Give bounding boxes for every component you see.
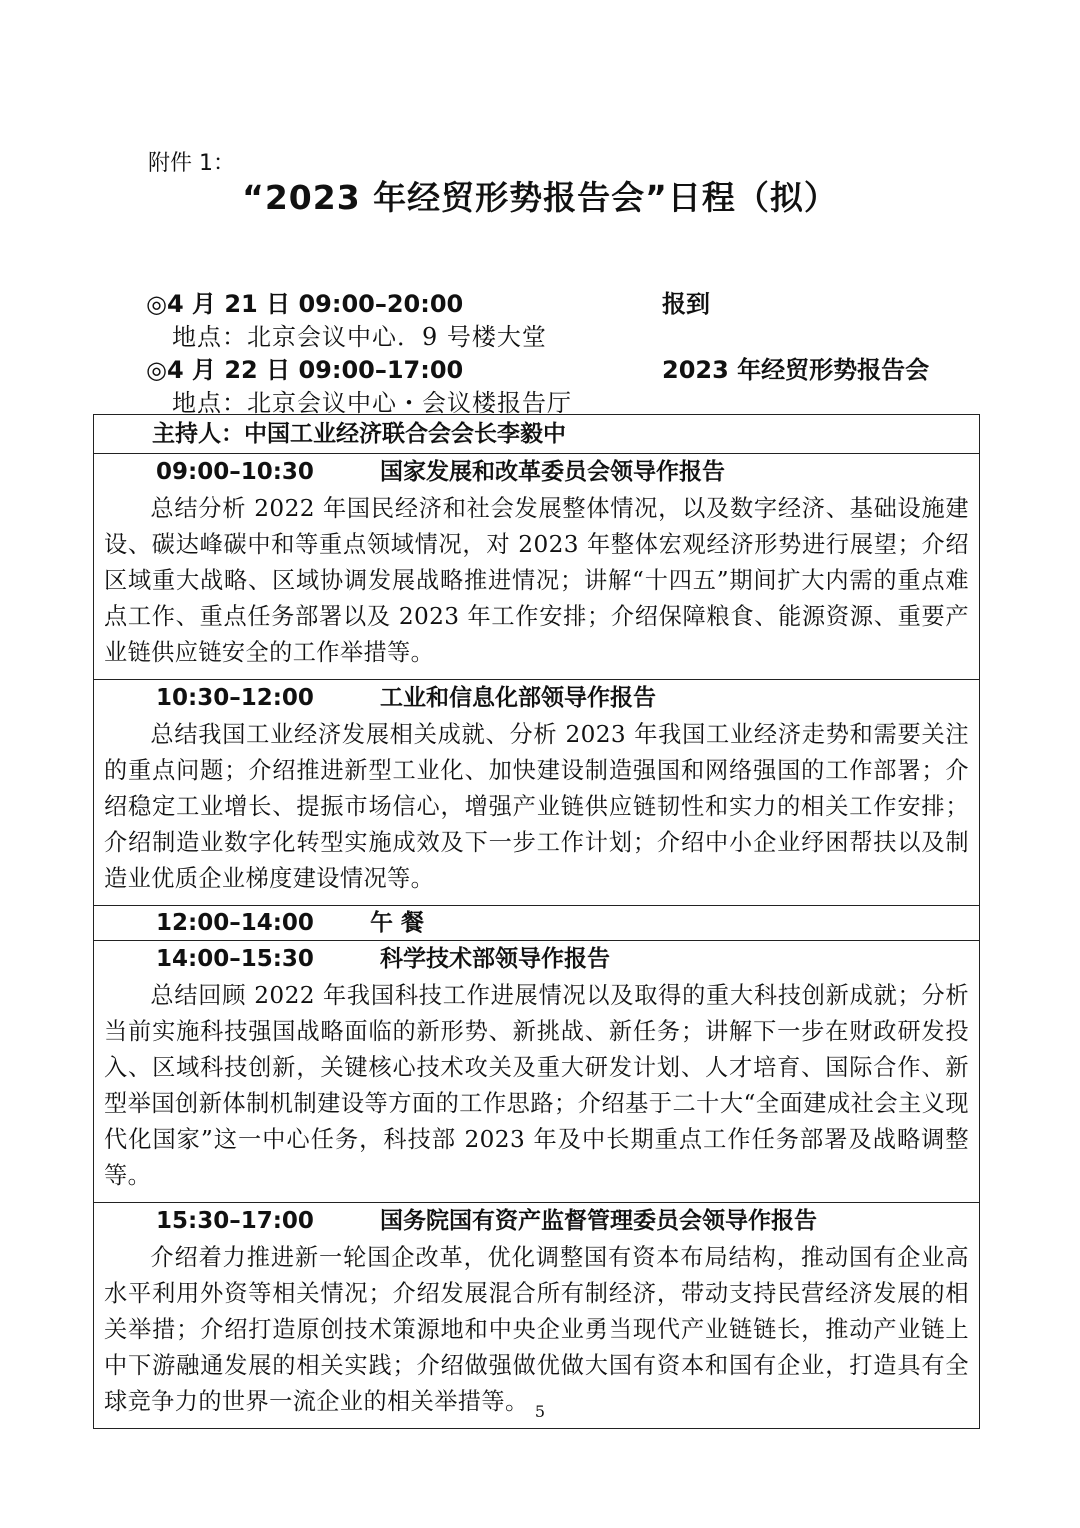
slot-time: 12:00–14:00 (156, 910, 314, 936)
page-number: 5 (534, 1402, 546, 1421)
day-2-datetime: ◎4 月 22 日 09:00–17:00 (146, 356, 464, 384)
lunch-row (94, 905, 979, 940)
day-2-venue: 地点：北京会议中心・会议楼报告厅 (172, 389, 572, 417)
slot-topic: 工业和信息化部领导作报告 (380, 685, 656, 711)
day-1-datetime: ◎4 月 21 日 09:00–20:00 (146, 290, 464, 318)
day-2-event: 2023 年经贸形势报告会 (662, 356, 930, 384)
slot-description: 总结回顾 2022 年我国科技工作进展情况以及取得的重大科技创新成就；分析当前实施科技强国战略面临的新形势、新挑战、新任务；讲解下一步在财政研发投入、区域科技创新，关键核心技术攻关及重大研发计划、人才培育、国际合作、新型举国创新体制机制建设等方面的工作思路；介绍基于二十大“全面建成社会主义现代化国家”这一中心任务，科技部 2023 年及中长期重点工作任务部署及战略调整等。 (104, 982, 969, 1189)
slot-time: 15:30–17:00 (156, 1208, 314, 1234)
slot-header (94, 941, 979, 978)
slot-description: 总结我国工业经济发展相关成就、分析 2023 年我国工业经济走势和需要关注的重点问题；介绍推进新型工业化、加快建设制造强国和网络强国的工作部署；介绍稳定工业增长、提振市场信心，增强产业链供应链韧性和实力的相关工作安排；介绍制造业数字化转型实施成效及下一步工作计划；介绍中小企业纾困帮扶以及制造业优质企业梯度建设情况等。 (104, 721, 969, 892)
page-title: “2023 年经贸形势报告会”日程（拟） (242, 178, 838, 217)
day-1-event: 报到 (662, 290, 710, 318)
slot-time: 14:00–15:30 (156, 946, 314, 972)
slot-description: 总结分析 2022 年国民经济和社会发展整体情况，以及数字经济、基础设施建设、碳达峰碳中和等重点领域情况，对 2023 年整体宏观经济形势进行展望；介绍区域重大战略、区域协调发展战略推进情况；讲解“十四五”期间扩大内需的重点难点工作、重点任务部署以及 2023 年工作安排；介绍保障粮食、能源资源、重要产业链供应链安全的工作举措等。 (104, 495, 969, 666)
slot-time: 10:30–12:00 (156, 685, 314, 711)
slot-topic: 国家发展和改革委员会领导作报告 (380, 459, 725, 485)
slot-topic: 国务院国有资产监督管理委员会领导作报告 (380, 1208, 817, 1234)
host-row: 主持人：中国工业经济联合会会长李毅中 (152, 421, 566, 447)
slot-topic: 科学技术部领导作报告 (380, 946, 610, 972)
slot-header (94, 454, 979, 491)
schedule-slot (94, 679, 979, 905)
slot-topic: 午 餐 (370, 910, 425, 936)
schedule-slot (94, 1202, 979, 1428)
slot-header (94, 680, 979, 717)
day-1-venue: 地点：北京会议中心．9 号楼大堂 (172, 323, 547, 351)
slot-time: 09:00–10:30 (156, 459, 314, 485)
attachment-label: 附件 1： (148, 151, 235, 176)
slot-header (94, 1203, 979, 1240)
schedule-slot (94, 940, 979, 1202)
schedule-slot (94, 453, 979, 679)
schedule-table (93, 414, 980, 1429)
slot-description: 介绍着力推进新一轮国企改革，优化调整国有资本布局结构，推动国有企业高水平利用外资等相关情况；介绍发展混合所有制经济，带动支持民营经济发展的相关举措；介绍打造原创技术策源地和中央企业勇当现代产业链链长，推动产业链上中下游融通发展的相关实践；介绍做强做优做大国有资本和国有企业，打造具有全球竞争力的世界一流企业的相关举措等。 (104, 1244, 969, 1415)
